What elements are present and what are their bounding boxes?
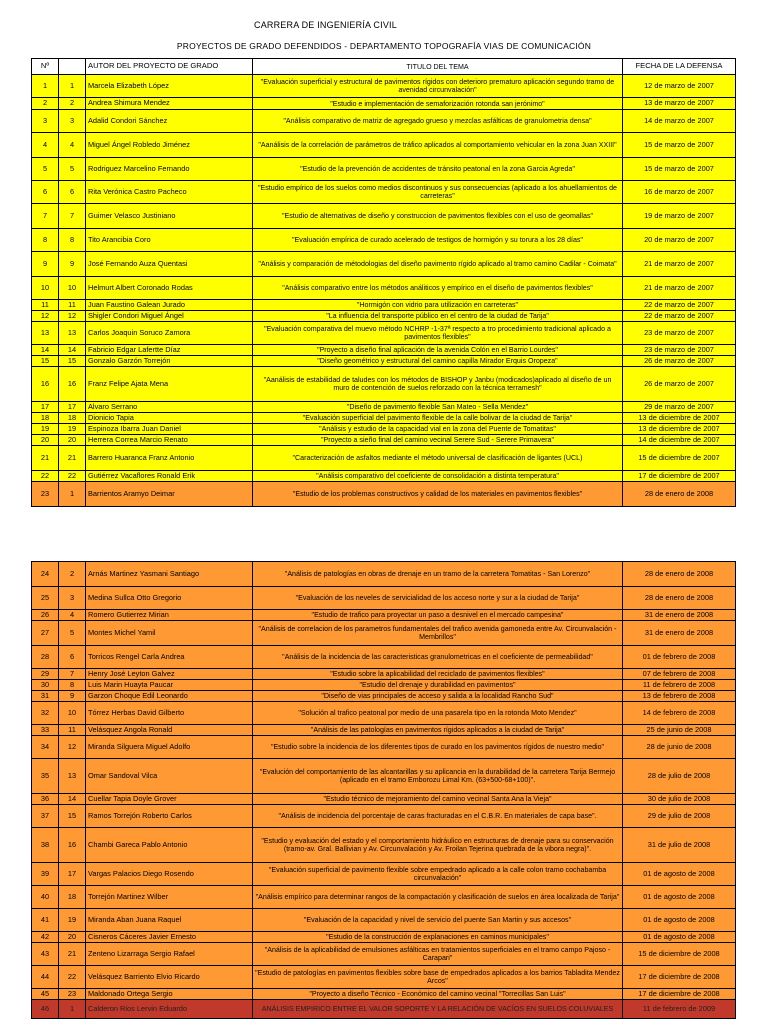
title-cell: "Diseño de vias principales de acceso y salida a la localidad Rancho Sud": [253, 691, 623, 702]
author-cell: Velásquez Barriento Elvio Ricardo: [86, 966, 253, 989]
author-cell: Gutiérrez Vacaflores Ronald Erik: [86, 471, 253, 482]
row-number: 9: [32, 252, 59, 277]
defense-date-cell: 12 de marzo de 2007: [623, 75, 736, 98]
row-sub-number: 20: [59, 435, 86, 446]
row-number: 15: [32, 356, 59, 367]
defense-date-cell: 28 de julio de 2008: [623, 759, 736, 794]
defense-date-cell: 31 de enero de 2008: [623, 610, 736, 621]
table-row: [32, 402, 736, 413]
table-row: [32, 300, 736, 311]
row-number: 32: [32, 702, 59, 725]
row-number: 34: [32, 736, 59, 759]
author-cell: Helmurt Albert Coronado Rodas: [86, 277, 253, 300]
defense-date-cell: 15 de diciembre de 2008: [623, 943, 736, 966]
title-cell: "Evaluación comparativa del muevo método NCHRP -1-37ª respecto a tro procedimiento tradicional aplicado a pavimentos flexibles": [253, 322, 623, 345]
defense-date-cell: 22 de marzo de 2007: [623, 311, 736, 322]
author-cell: Miranda Aban Juana Raquel: [86, 909, 253, 932]
defense-date-cell: 13 de diciembre de 2007: [623, 424, 736, 435]
author-cell: Carlos Joaquin Soruco Zamora: [86, 322, 253, 345]
column-header-title: TITULO DEL TEMA: [253, 59, 623, 75]
title-cell: ANÁLISIS EMPIRICO ENTRE EL VALOR SOPORTE Y LA RELACIÓN DE VACÍOS EN SUELOS COLUVIALES: [253, 1000, 623, 1019]
row-number: 43: [32, 943, 59, 966]
title-cell: "Análisis de correlacion de los parametros fundamentales del trafico avenida gamoneda entre Av. Circunvalación - Membrillos": [253, 621, 623, 646]
title-cell: "Estudio del drenaje y durabilidad en pavimentos": [253, 680, 623, 691]
title-cell: "Análisis de incidencia del porcentaje de caras fracturadas en el C.B.R. En materiales de capa base".: [253, 805, 623, 828]
table-row: [32, 345, 736, 356]
defense-date-cell: 13 de diciembre de 2007: [623, 413, 736, 424]
title-cell: "Análisis de patologías en obras de drenaje en un tramo de la carretera Tomatitas - San Lorenzo": [253, 562, 623, 587]
title-cell: "Estudio de alternativas de diseño y construccion de pavimentos flexibles con el uso de geomallas": [253, 204, 623, 229]
author-cell: Zenteno Lizarraga Sergio Rafael: [86, 943, 253, 966]
defense-date-cell: 01 de agosto de 2008: [623, 863, 736, 886]
table-row: [32, 229, 736, 252]
defense-date-cell: 29 de julio de 2008: [623, 805, 736, 828]
defense-date-cell: 28 de junio de 2008: [623, 736, 736, 759]
row-sub-number: 16: [59, 828, 86, 863]
defense-date-cell: 14 de diciembre de 2007: [623, 435, 736, 446]
author-cell: Fabricio Edgar Lafertte Díaz: [86, 345, 253, 356]
defense-date-cell: 31 de julio de 2008: [623, 828, 736, 863]
defense-date-cell: 26 de marzo de 2007: [623, 367, 736, 402]
table-row: [32, 181, 736, 204]
author-cell: Barrero Huaranca Franz Antonio: [86, 446, 253, 471]
author-cell: Herrera Correa Marcio Renato: [86, 435, 253, 446]
defense-date-cell: 17 de diciembre de 2008: [623, 989, 736, 1000]
title-cell: "Hormigón con vidrio para utilización en carreteras": [253, 300, 623, 311]
table-row: [32, 158, 736, 181]
author-cell: Rodriguez Marcelino Fernando: [86, 158, 253, 181]
row-number: 17: [32, 402, 59, 413]
defense-date-cell: 17 de diciembre de 2007: [623, 471, 736, 482]
title-cell: "Análisis y estudio de la capacidad vial en la zona del Puente de Tomatitas": [253, 424, 623, 435]
row-number: 11: [32, 300, 59, 311]
row-sub-number: 6: [59, 181, 86, 204]
title-cell: "La influencia del transporte público en el centro de la ciudad de Tarija": [253, 311, 623, 322]
author-cell: Andrea Shimura Mendez: [86, 98, 253, 110]
row-sub-number: 21: [59, 446, 86, 471]
row-number: 1: [32, 75, 59, 98]
author-cell: Vargas Palacios Diego Rosendo: [86, 863, 253, 886]
author-cell: Barrientos Aramyo Deimar: [86, 482, 253, 507]
row-sub-number: 19: [59, 909, 86, 932]
row-sub-number: 13: [59, 759, 86, 794]
column-header-author: AUTOR DEL PROYECTO DE GRADO: [86, 59, 253, 75]
row-number: 26: [32, 610, 59, 621]
row-sub-number: 16: [59, 367, 86, 402]
row-number: 31: [32, 691, 59, 702]
title-cell: "Estudio técnico de mejoramiento del camino vecinal Santa Ana la Vieja": [253, 794, 623, 805]
table-row: [32, 886, 736, 909]
row-number: 3: [32, 110, 59, 133]
row-number: 5: [32, 158, 59, 181]
defense-date-cell: 16 de marzo de 2007: [623, 181, 736, 204]
author-cell: Espinoza Ibarra Juan Daniel: [86, 424, 253, 435]
row-number: 37: [32, 805, 59, 828]
row-number: 24: [32, 562, 59, 587]
author-cell: Montes Michel Yamil: [86, 621, 253, 646]
defense-date-cell: 13 de febrero de 2008: [623, 691, 736, 702]
title-cell: "Diseño de pavimento flexible San Mateo - Sella Mendez": [253, 402, 623, 413]
author-cell: Tórrez Herbas David Gilberto: [86, 702, 253, 725]
row-sub-number: 12: [59, 736, 86, 759]
defense-date-cell: 14 de febrero de 2008: [623, 702, 736, 725]
author-cell: Guimer Velasco Justiniano: [86, 204, 253, 229]
row-number: 39: [32, 863, 59, 886]
author-cell: Miguel Ángel Robledo Jiménez: [86, 133, 253, 158]
table-row: [32, 446, 736, 471]
table-row: [32, 1000, 736, 1019]
row-sub-number: 3: [59, 587, 86, 610]
table-row: [32, 482, 736, 507]
defense-date-cell: 07 de febrero de 2008: [623, 669, 736, 680]
row-number: 33: [32, 725, 59, 736]
table-row: [32, 562, 736, 587]
row-number: 46: [32, 1000, 59, 1019]
defense-date-cell: 23 de marzo de 2007: [623, 345, 736, 356]
row-sub-number: 7: [59, 669, 86, 680]
row-sub-number: 12: [59, 311, 86, 322]
table-row: [32, 691, 736, 702]
author-cell: Rita Verónica Castro Pacheco: [86, 181, 253, 204]
author-cell: Marcela Elizabeth López: [86, 75, 253, 98]
row-sub-number: 22: [59, 471, 86, 482]
row-sub-number: 10: [59, 277, 86, 300]
defense-date-cell: 01 de agosto de 2008: [623, 909, 736, 932]
row-sub-number: 21: [59, 943, 86, 966]
row-sub-number: 5: [59, 621, 86, 646]
title-cell: "Análisis de las patologías en pavimentos rígidos aplicados a la ciudad de Tarija": [253, 725, 623, 736]
row-sub-number: 15: [59, 805, 86, 828]
row-sub-number: 7: [59, 204, 86, 229]
row-sub-number: 19: [59, 424, 86, 435]
row-sub-number: 6: [59, 646, 86, 669]
table-row: [32, 413, 736, 424]
defense-date-cell: 13 de marzo de 2007: [623, 98, 736, 110]
table-row: [32, 621, 736, 646]
table-row: [32, 110, 736, 133]
author-cell: Juan Faustino Galean Jurado: [86, 300, 253, 311]
table-row: [32, 736, 736, 759]
author-cell: Dionicio Tapia: [86, 413, 253, 424]
table-header-row: [32, 59, 736, 75]
author-cell: Miranda Silguera Miguel Adolfo: [86, 736, 253, 759]
defense-date-cell: 17 de diciembre de 2008: [623, 966, 736, 989]
defense-date-cell: 23 de marzo de 2007: [623, 322, 736, 345]
row-number: 29: [32, 669, 59, 680]
title-cell: "Estudio empírico de los suelos como medios discontinuos y sus consecuencias (aplicado a los ahuellamientos de carreteras": [253, 181, 623, 204]
column-header-index: [59, 59, 86, 75]
defense-date-cell: 21 de marzo de 2007: [623, 277, 736, 300]
row-number: 22: [32, 471, 59, 482]
row-sub-number: 10: [59, 702, 86, 725]
title-cell: "Solución al trafico peatonal por medio de una pasarela tipo en la rotonda Moto Mendez": [253, 702, 623, 725]
title-cell: "Aanálisis de la correlación de parámetros de tráfico aplicados al comportamiento vehicular en la zona Juan XXIII": [253, 133, 623, 158]
defense-date-cell: 15 de marzo de 2007: [623, 133, 736, 158]
defense-date-cell: 26 de marzo de 2007: [623, 356, 736, 367]
row-number: 41: [32, 909, 59, 932]
title-cell: "Aanálisis de estabilidad de taludes con los métodos de BISHOP y Janbu (modicados)aplicado al diseño de un muro de contención de suelos reforzado con la técnica terramesh": [253, 367, 623, 402]
title-cell: "Evaluación superficial de pavimento flexible sobre empedrado aplicado a la calle colon tramo cochabamba circunvalación": [253, 863, 623, 886]
title-cell: "Proyecto a diseño Técnico - Económico del camino vecinal "Torrecillas San Luis": [253, 989, 623, 1000]
author-cell: Cuellar Tapia Doyle Grover: [86, 794, 253, 805]
table-row: [32, 646, 736, 669]
title-cell: "Diseño geométrico y estructural del camino capilla Mirador Erquis Oropeza": [253, 356, 623, 367]
row-number: 4: [32, 133, 59, 158]
row-sub-number: 3: [59, 110, 86, 133]
table-row: [32, 932, 736, 943]
table-row: [32, 680, 736, 691]
row-sub-number: 1: [59, 75, 86, 98]
row-number: 27: [32, 621, 59, 646]
defense-date-cell: 31 de enero de 2008: [623, 621, 736, 646]
table-row: [32, 759, 736, 794]
row-sub-number: 5: [59, 158, 86, 181]
column-header-date: FECHA DE LA DEFENSA: [623, 59, 736, 75]
row-sub-number: 2: [59, 98, 86, 110]
row-number: 36: [32, 794, 59, 805]
row-sub-number: 9: [59, 691, 86, 702]
table-row: [32, 277, 736, 300]
row-sub-number: 15: [59, 356, 86, 367]
title-cell: "Proyecto a sieño final del camino vecinal Serere Sud - Serere Primavera": [253, 435, 623, 446]
title-cell: "Análisis empírico para determinar rangos de la compactación y clasificación de suelos en área localizada de Tarija": [253, 886, 623, 909]
row-sub-number: 8: [59, 229, 86, 252]
author-cell: Velásquez Angola Ronald: [86, 725, 253, 736]
row-sub-number: 23: [59, 989, 86, 1000]
title-cell: "Proyecto a diseño final aplicación de la avenida Colón en el Barrio Lourdes": [253, 345, 623, 356]
author-cell: Calderon Rios Lervin Eduardo: [86, 1000, 253, 1019]
row-number: 2: [32, 98, 59, 110]
row-sub-number: 17: [59, 402, 86, 413]
title-cell: "Estudio de patologías en pavimentos flexibles sobre base de empedrados aplicados a los barrios Tabladita Mendez Arcos": [253, 966, 623, 989]
row-number: 16: [32, 367, 59, 402]
author-cell: Arnás Martinez Yasmani Santiago: [86, 562, 253, 587]
title-cell: "Evaluación superficial del pavimento flexible de la calle bolivar de la ciudad de Tarija": [253, 413, 623, 424]
row-number: 6: [32, 181, 59, 204]
author-cell: Ramos Torrejón Roberto Carlos: [86, 805, 253, 828]
title-cell: "Estudio de la prevención de accidentes de tránsito peatonal en la zona Garcia Agreda": [253, 158, 623, 181]
author-cell: Alvaro Serrano: [86, 402, 253, 413]
title-cell: "Análisis comparativo de matriz de agregado grueso y mezclas asfálticas de granulometria densa": [253, 110, 623, 133]
row-number: 7: [32, 204, 59, 229]
row-number: 10: [32, 277, 59, 300]
defense-date-cell: 20 de marzo de 2007: [623, 229, 736, 252]
author-cell: Torricos Rengel Carla Andrea: [86, 646, 253, 669]
table-row: [32, 794, 736, 805]
row-sub-number: 18: [59, 413, 86, 424]
row-sub-number: 14: [59, 794, 86, 805]
title-cell: "Estudio e implementación de semaforización rotonda san jerónimo": [253, 98, 623, 110]
table-row: [32, 989, 736, 1000]
author-cell: José Fernando Auza Quentasi: [86, 252, 253, 277]
row-sub-number: 4: [59, 610, 86, 621]
defense-date-cell: 11 de febrero de 2009: [623, 1000, 736, 1019]
row-number: 45: [32, 989, 59, 1000]
table-row: [32, 367, 736, 402]
title-cell: "Análisis y comparación de métodologias del diseño pavimento rígido aplicado al tramo camino Cadilar - Coimata": [253, 252, 623, 277]
table-row: [32, 435, 736, 446]
row-number: 13: [32, 322, 59, 345]
row-sub-number: 11: [59, 300, 86, 311]
row-number: 28: [32, 646, 59, 669]
author-cell: Shigler Condori Miguel Ángel: [86, 311, 253, 322]
table-row: [32, 471, 736, 482]
title-cell: "Estudio de los problemas constructivos y calidad de los materiales en pavimentos flexibles": [253, 482, 623, 507]
row-number: 25: [32, 587, 59, 610]
defense-date-cell: 19 de marzo de 2007: [623, 204, 736, 229]
author-cell: Chambi Gareca Pablo Antonio: [86, 828, 253, 863]
row-number: 44: [32, 966, 59, 989]
title-cell: "Caracterización de asfaltos mediante el método universal de clasificación de ligantes (UCL): [253, 446, 623, 471]
defense-date-cell: 30 de julio de 2008: [623, 794, 736, 805]
author-cell: Gonzalo Garzón Torrejón: [86, 356, 253, 367]
row-sub-number: 18: [59, 886, 86, 909]
row-sub-number: 1: [59, 1000, 86, 1019]
defense-date-cell: 01 de agosto de 2008: [623, 886, 736, 909]
defense-date-cell: 01 de agosto de 2008: [623, 932, 736, 943]
author-cell: Torrejón Martinez Wilber: [86, 886, 253, 909]
table-row: [32, 424, 736, 435]
row-sub-number: 1: [59, 482, 86, 507]
table-row: [32, 252, 736, 277]
title-cell: "Estudio de trafico para proyectar un paso a desnivel en el mercado campesina": [253, 610, 623, 621]
row-number: 20: [32, 435, 59, 446]
row-sub-number: 22: [59, 966, 86, 989]
row-sub-number: 8: [59, 680, 86, 691]
title-cell: "Estudio sobre la incidencia de los diferentes tipos de curado en los pavimentos rígidos de nuestro medio": [253, 736, 623, 759]
title-cell: "Evaluación de la capacidad y nivel de servicio del puente San Martin y sus accesos": [253, 909, 623, 932]
row-sub-number: 4: [59, 133, 86, 158]
table-row: [32, 98, 736, 110]
row-sub-number: 11: [59, 725, 86, 736]
table-row: [32, 133, 736, 158]
row-number: 23: [32, 482, 59, 507]
table-row: [32, 322, 736, 345]
table-row: [32, 610, 736, 621]
author-cell: Henry José Leyton Galvez: [86, 669, 253, 680]
row-sub-number: 13: [59, 322, 86, 345]
row-number: 40: [32, 886, 59, 909]
row-sub-number: 14: [59, 345, 86, 356]
row-number: 21: [32, 446, 59, 471]
defense-date-cell: 15 de marzo de 2007: [623, 158, 736, 181]
defense-date-cell: 28 de enero de 2008: [623, 482, 736, 507]
defense-date-cell: 28 de enero de 2008: [623, 562, 736, 587]
row-number: 19: [32, 424, 59, 435]
author-cell: Romero Gutierrez Mirian: [86, 610, 253, 621]
row-number: 8: [32, 229, 59, 252]
table-row: [32, 75, 736, 98]
table-row: [32, 966, 736, 989]
row-sub-number: 20: [59, 932, 86, 943]
projects-table-1: [31, 58, 736, 507]
author-cell: Franz Felipe Ajata Mena: [86, 367, 253, 402]
defense-date-cell: 28 de enero de 2008: [623, 587, 736, 610]
table-row: [32, 587, 736, 610]
title-cell: "Evaluación superficial y estructural de pavimentos rígidos con deterioro prematuro aplicación segundo tramo de avenidad circunvalación": [253, 75, 623, 98]
title-cell: "Evalución del comportamiento de las alcantarillas y su aplicancia en la durabilidad de la carretera Tarija Bermejo (aplicado en el tramo Emborozu Limal Km. (63+500-68+100)".: [253, 759, 623, 794]
author-cell: Maldonado Ortega Sergio: [86, 989, 253, 1000]
projects-table-2: [31, 561, 736, 1019]
row-number: 12: [32, 311, 59, 322]
author-cell: Luis Marin Huayta Paucar: [86, 680, 253, 691]
table-row: [32, 943, 736, 966]
column-header-number: Nº: [32, 59, 59, 75]
title-cell: "Análisis comparativo entre los métodos análiticos y empírico en el diseño de pavimentos flexibles": [253, 277, 623, 300]
table-row: [32, 828, 736, 863]
title-cell: "Estudio de la construcción de explanaciones en caminos municipales": [253, 932, 623, 943]
title-cell: "Evaluación empírica de curado acelerado de testigos de hormigón y su torura a los 28 días": [253, 229, 623, 252]
table-row: [32, 805, 736, 828]
table-row: [32, 669, 736, 680]
table-row: [32, 725, 736, 736]
title-cell: "Análisis de la incidencia de las caracteristicas granulometricas en el coeficiente de permeabilidad": [253, 646, 623, 669]
title-cell: "Evaluación de los neveles de servicialidad de los acceso norte y sur a la ciudad de Tarija": [253, 587, 623, 610]
row-number: 30: [32, 680, 59, 691]
author-cell: Medina Sullca Otto Gregorio: [86, 587, 253, 610]
defense-date-cell: 01 de febrero de 2008: [623, 646, 736, 669]
defense-date-cell: 11 de febrero de 2008: [623, 680, 736, 691]
row-number: 42: [32, 932, 59, 943]
defense-date-cell: 29 de marzo de 2007: [623, 402, 736, 413]
table-row: [32, 702, 736, 725]
document-title: PROYECTOS DE GRADO DEFENDIDOS - DEPARTAMENTO TOPOGRAFÍA VIAS DE COMUNICACIÓN: [176, 41, 592, 51]
row-number: 14: [32, 345, 59, 356]
title-cell: "Estudio sobre la aplicabilidad del reciclado de pavimentos flexibles": [253, 669, 623, 680]
table-row: [32, 863, 736, 886]
author-cell: Tito Arancibia Coro: [86, 229, 253, 252]
defense-date-cell: 25 de junio de 2008: [623, 725, 736, 736]
defense-date-cell: 14 de marzo de 2007: [623, 110, 736, 133]
row-number: 35: [32, 759, 59, 794]
defense-date-cell: 15 de diciembre de 2007: [623, 446, 736, 471]
title-cell: "Análisis de la aplicabilidad de emulsiones asfálticas en tratamientos superficiales en el tramo campo Pajoso - Carapari": [253, 943, 623, 966]
title-cell: "Análisis comparativo del coeficiente de consolidación a distinta temperatura": [253, 471, 623, 482]
defense-date-cell: 22 de marzo de 2007: [623, 300, 736, 311]
row-number: 38: [32, 828, 59, 863]
table-row: [32, 909, 736, 932]
row-sub-number: 17: [59, 863, 86, 886]
row-sub-number: 9: [59, 252, 86, 277]
author-cell: Cisneros Cáceres Javier Ernesto: [86, 932, 253, 943]
row-sub-number: 2: [59, 562, 86, 587]
author-cell: Garzon Choque Edil Leonardo: [86, 691, 253, 702]
defense-date-cell: 21 de marzo de 2007: [623, 252, 736, 277]
author-cell: Omar Sandoval Vilca: [86, 759, 253, 794]
title-cell: "Estudio y evaluación del estado y el comportamiento hidráulico en estructuras de drenaje para su conservación (tramo-av. Gral. Ballivian y Av. Circunvalación y Av. Froilan Tejerina quebrada de la vibora negra)".: [253, 828, 623, 863]
author-cell: Adalid Condori Sánchez: [86, 110, 253, 133]
row-number: 18: [32, 413, 59, 424]
table-row: [32, 204, 736, 229]
table-row: [32, 356, 736, 367]
table-row: [32, 311, 736, 322]
